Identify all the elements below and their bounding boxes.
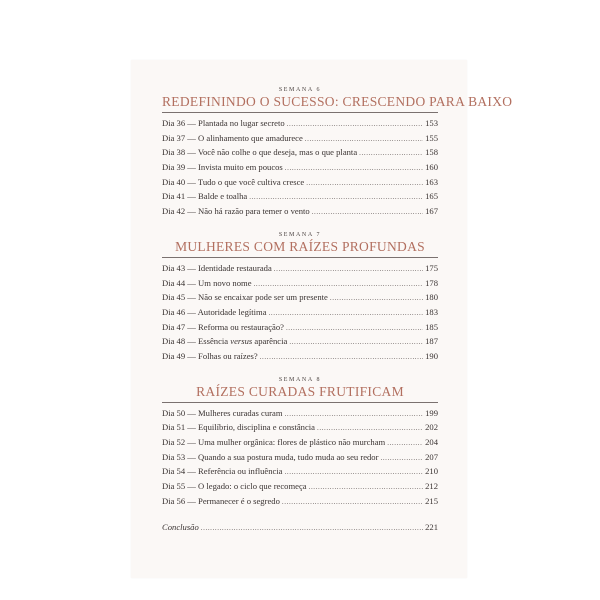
toc-entry[interactable] bbox=[162, 189, 438, 204]
section-week-7 bbox=[162, 231, 438, 364]
toc-entry[interactable] bbox=[162, 435, 438, 450]
entry-page: 158 bbox=[425, 147, 438, 158]
entry-page: 187 bbox=[425, 336, 438, 347]
entry-page: 165 bbox=[425, 191, 438, 202]
entry-label: Dia 49 — Folhas ou raízes? bbox=[162, 350, 258, 361]
entry-label: Dia 47 — Reforma ou restauração? bbox=[162, 321, 284, 332]
entry-label: Dia 38 — Você não colhe o que deseja, mas o que planta bbox=[162, 147, 358, 158]
section-week-8 bbox=[162, 376, 438, 509]
toc-entry[interactable] bbox=[162, 349, 438, 364]
entry-label-emphasis: versus bbox=[230, 336, 253, 347]
dot-leader bbox=[274, 262, 423, 277]
week-label: SEMANA 6 bbox=[278, 87, 322, 93]
entry-page: 210 bbox=[425, 466, 438, 477]
entry-page: 167 bbox=[425, 206, 438, 217]
entry-page: 190 bbox=[425, 350, 438, 361]
entry-label: Dia 51 — Equilíbrio, disciplina e constância bbox=[162, 422, 315, 433]
divider bbox=[162, 402, 438, 403]
toc-entry[interactable] bbox=[162, 131, 438, 146]
dot-leader bbox=[285, 407, 424, 422]
entry-label: Dia 39 — Invista muito em poucos bbox=[162, 162, 283, 173]
toc-entry[interactable] bbox=[162, 464, 438, 479]
entry-label: Dia 55 — O legado: o ciclo que recomeça bbox=[162, 481, 307, 492]
entry-page: 185 bbox=[425, 321, 438, 332]
dot-leader bbox=[306, 176, 423, 191]
entry-label-pre: Dia 48 — Essência bbox=[162, 336, 231, 347]
entry-label: Dia 36 — Plantada no lugar secreto bbox=[162, 118, 285, 128]
divider bbox=[162, 257, 438, 258]
dot-leader bbox=[285, 465, 424, 480]
entry-label: Dia 42 — Não há razão para temer o vento bbox=[162, 206, 310, 217]
dot-leader bbox=[282, 495, 423, 510]
toc-entry[interactable] bbox=[162, 261, 438, 276]
week-title: MULHERES COM RAÍZES PROFUNDAS bbox=[175, 238, 425, 254]
dot-leader bbox=[201, 521, 423, 536]
toc-entry[interactable] bbox=[162, 290, 438, 305]
entry-page: 160 bbox=[425, 162, 438, 173]
dot-leader bbox=[260, 350, 423, 365]
entry-label-post: aparência bbox=[252, 336, 288, 347]
toc-entry[interactable] bbox=[162, 276, 438, 291]
toc-entry[interactable] bbox=[162, 420, 438, 435]
entry-label: Dia 50 — Mulheres curadas curam bbox=[162, 407, 283, 418]
dot-leader bbox=[317, 421, 423, 436]
dot-leader bbox=[249, 190, 423, 205]
entry-label: Dia 46 — Autoridade legítima bbox=[162, 306, 267, 317]
section-week-6 bbox=[162, 86, 513, 219]
entry-label: Dia 45 — Não se encaixar pode ser um presente bbox=[162, 292, 328, 303]
entry-page: 155 bbox=[425, 132, 438, 143]
dot-leader bbox=[254, 277, 424, 292]
entry-page: 202 bbox=[425, 422, 438, 433]
dot-leader bbox=[380, 451, 423, 466]
entry-page: 180 bbox=[425, 292, 438, 303]
entry-label bbox=[162, 334, 287, 349]
entry-label: Dia 44 — Um novo nome bbox=[162, 277, 252, 288]
toc-entry[interactable] bbox=[162, 204, 438, 219]
entry-label: Dia 52 — Uma mulher orgânica: flores de plástico não murcham bbox=[162, 437, 386, 447]
table-of-contents bbox=[162, 86, 513, 535]
week-label: SEMANA 8 bbox=[278, 376, 322, 383]
entry-page: 212 bbox=[425, 481, 438, 492]
dot-leader bbox=[330, 291, 423, 306]
dot-leader bbox=[286, 321, 423, 336]
dot-leader bbox=[269, 306, 424, 321]
dot-leader bbox=[305, 132, 423, 147]
entry-label: Dia 40 — Tudo o que você cultiva cresce bbox=[162, 176, 305, 187]
entry-page: 204 bbox=[425, 437, 438, 447]
entry-page: 183 bbox=[425, 306, 438, 317]
toc-entry[interactable] bbox=[162, 320, 438, 335]
toc-entry[interactable] bbox=[162, 494, 438, 509]
dot-leader bbox=[287, 117, 423, 132]
entry-label: Dia 53 — Quando a sua postura muda, tudo muda ao seu redor bbox=[162, 451, 379, 462]
entry-label: Dia 37 — O alinhamento que amadurece bbox=[162, 132, 303, 143]
dot-leader bbox=[312, 205, 423, 220]
entry-page: 199 bbox=[425, 407, 438, 418]
toc-entry[interactable] bbox=[162, 175, 438, 190]
toc-entry[interactable] bbox=[162, 406, 438, 421]
conclusion-label: Conclusão bbox=[162, 522, 199, 533]
entry-label: Dia 43 — Identidade restaurada bbox=[162, 262, 272, 273]
week-label: SEMANA 7 bbox=[278, 231, 322, 238]
entry-page: 178 bbox=[425, 277, 438, 288]
dot-leader bbox=[309, 480, 424, 495]
toc-entry[interactable] bbox=[162, 145, 438, 160]
dot-leader bbox=[387, 436, 423, 451]
week-title: REDEFININDO O SUCESSO: CRESCENDO PARA BAIXO bbox=[162, 94, 513, 109]
toc-entry-conclusion[interactable] bbox=[162, 520, 438, 535]
toc-entry[interactable] bbox=[162, 305, 438, 320]
entry-page: 163 bbox=[425, 176, 438, 187]
conclusion-page: 221 bbox=[425, 522, 438, 533]
entry-page: 175 bbox=[425, 262, 438, 273]
entry-page: 215 bbox=[425, 495, 438, 506]
entry-label: Dia 41 — Balde e toalha bbox=[162, 191, 248, 202]
toc-entry[interactable] bbox=[162, 479, 438, 494]
week-title: RAÍZES CURADAS FRUTIFICAM bbox=[196, 383, 404, 399]
divider bbox=[162, 112, 438, 113]
entry-label: Dia 56 — Permanecer é o segredo bbox=[162, 495, 280, 506]
toc-entry[interactable] bbox=[162, 116, 438, 131]
entry-page: 207 bbox=[425, 451, 438, 462]
toc-entry[interactable] bbox=[162, 334, 438, 349]
dot-leader bbox=[289, 335, 423, 350]
dot-leader bbox=[359, 146, 423, 161]
dot-leader bbox=[285, 161, 423, 176]
entry-page: 153 bbox=[425, 118, 438, 128]
entry-label: Dia 54 — Referência ou influência bbox=[162, 466, 283, 477]
toc-entry[interactable] bbox=[162, 450, 438, 465]
toc-entry[interactable] bbox=[162, 160, 438, 175]
